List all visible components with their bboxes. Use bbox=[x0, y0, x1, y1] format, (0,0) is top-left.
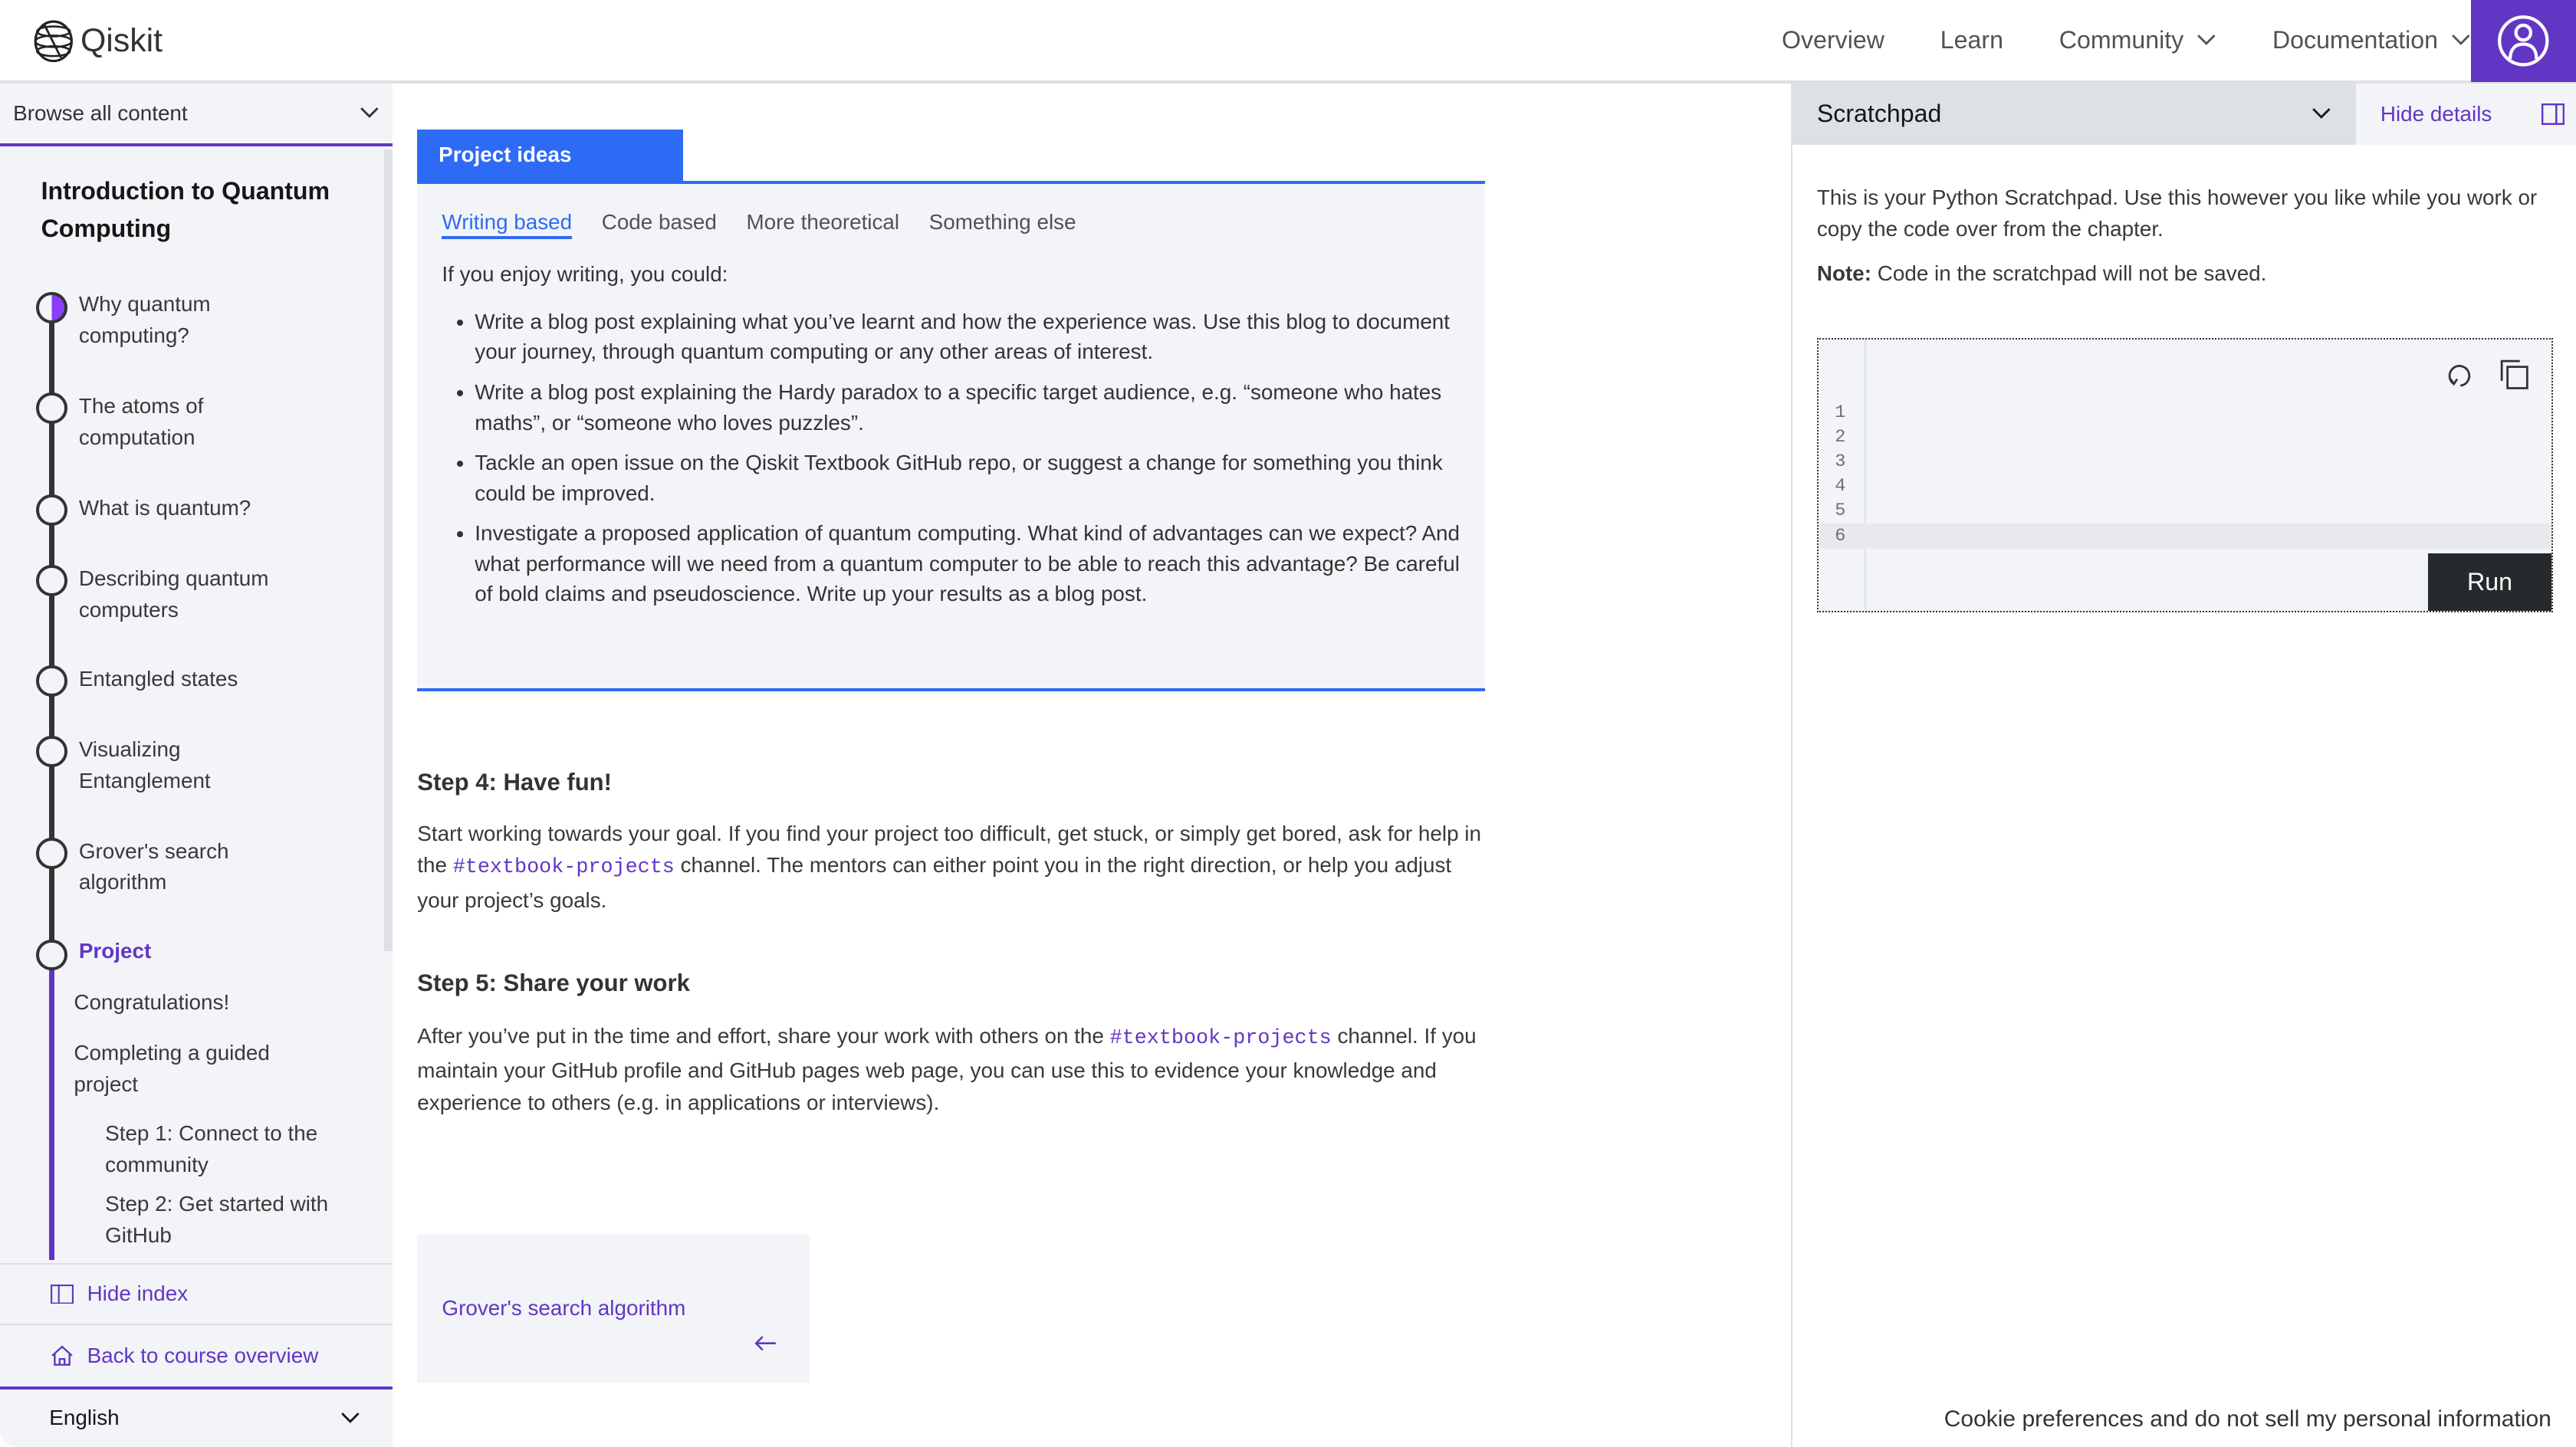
nav-label: Community bbox=[2058, 26, 2184, 54]
note-text: Code in the scratchpad will not be saved. bbox=[1871, 261, 2267, 285]
chapter-link[interactable]: Entangled states bbox=[78, 666, 238, 691]
idea-item: • Investigate a proposed application of quantum computing. What kind of advantages can we expect? And what performance will we need from a quantum computer to be able to reach this advantage? Be careful of bold claims and pseudoscience. Write up your results as a blog post. bbox=[475, 518, 1460, 609]
qiskit-globe-icon bbox=[33, 20, 74, 63]
chapter-link[interactable]: Why quantum computing? bbox=[78, 292, 211, 347]
chapter-link[interactable]: Describing quantum computers bbox=[78, 566, 269, 622]
section-link[interactable]: Congratulations! bbox=[74, 989, 230, 1014]
progress-empty-icon bbox=[36, 494, 67, 526]
subsection-link[interactable]: Step 1: Connect to the community bbox=[105, 1121, 318, 1176]
nav-label: Overview bbox=[1782, 26, 1884, 54]
nav-learn[interactable] bbox=[1940, 26, 2003, 54]
progress-empty-icon bbox=[36, 565, 67, 596]
line-number: 6 bbox=[1835, 525, 1846, 546]
sidebar-panel-icon bbox=[51, 1285, 74, 1304]
chapter-link-active[interactable]: Project bbox=[78, 939, 152, 963]
back-to-course-link[interactable] bbox=[0, 1324, 393, 1386]
line-number: 5 bbox=[1835, 500, 1846, 522]
reset-icon[interactable] bbox=[2446, 361, 2476, 391]
nav-documentation[interactable] bbox=[2272, 26, 2471, 54]
previous-page-link[interactable]: Grover's search algorithm bbox=[442, 1295, 686, 1320]
project-ideas-tab: Project ideas bbox=[417, 130, 683, 180]
hide-index-button[interactable] bbox=[0, 1263, 393, 1324]
progress-empty-icon bbox=[36, 665, 67, 697]
browse-label: Browse all content bbox=[13, 100, 188, 125]
chevron-down-icon bbox=[360, 107, 380, 120]
text: channel. If you maintain your GitHub profile and GitHub pages web page, you can use this to evidence your knowledge and experience to others (e.g. in applications or interviews). bbox=[417, 1023, 1477, 1115]
channel-link[interactable]: #textbook-projects bbox=[452, 856, 675, 880]
nav-label: Learn bbox=[1940, 26, 2003, 54]
step4-heading: Step 4: Have fun! bbox=[417, 768, 612, 796]
side-panel-icon bbox=[2542, 103, 2564, 125]
code-editor[interactable] bbox=[1817, 338, 2553, 612]
brand-name: Qiskit bbox=[80, 22, 163, 60]
course-sidebar bbox=[0, 84, 393, 1447]
step5-heading: Step 5: Share your work bbox=[417, 969, 690, 996]
main-content bbox=[417, 130, 1485, 1119]
text: After you’ve put in the time and effort, share your work with others on the bbox=[417, 1023, 1110, 1048]
scratchpad-dropdown[interactable] bbox=[1792, 84, 2356, 144]
progress-empty-icon bbox=[36, 838, 67, 869]
chevron-down-icon bbox=[2451, 34, 2471, 47]
qiskit-logo[interactable] bbox=[33, 20, 163, 63]
sidebar-scrollbar[interactable] bbox=[384, 149, 393, 951]
idea-item: • Write a blog post explaining the Hardy paradox to a specific target audience, e.g. “someone who hates maths”, or “someone who loves puzzles”. bbox=[475, 377, 1460, 438]
text: channel. The mentors can either point you in the right direction, or help you adjust your project’s goals. bbox=[417, 853, 1452, 913]
project-ideas-panel bbox=[417, 181, 1485, 691]
language-select[interactable] bbox=[0, 1386, 393, 1447]
previous-page-card[interactable] bbox=[417, 1235, 810, 1383]
line-number: 3 bbox=[1835, 451, 1846, 473]
top-header bbox=[0, 0, 2576, 84]
hide-details-button[interactable] bbox=[2356, 84, 2576, 144]
idea-item: • Write a blog post explaining what you’ve learnt and how the experience was. Use this blog to document your journey, through quantum computing or any other areas of interest. bbox=[475, 307, 1460, 367]
intro-text: If you enjoy writing, you could: bbox=[442, 262, 728, 287]
chapter-link[interactable]: The atoms of computation bbox=[78, 393, 204, 449]
tab-writing-based[interactable]: Writing based bbox=[442, 210, 572, 239]
progress-empty-icon bbox=[36, 940, 67, 971]
chapter-link[interactable]: Visualizing Entanglement bbox=[78, 737, 211, 792]
scratchpad-description: This is your Python Scratchpad. Use this however you like while you work or copy the code over from the chapter. bbox=[1816, 185, 2538, 241]
chapter-link[interactable]: What is quantum? bbox=[78, 495, 251, 520]
nav-community[interactable] bbox=[2059, 26, 2216, 54]
course-title: Introduction to Quantum Computing bbox=[41, 176, 330, 243]
browse-content-dropdown[interactable] bbox=[0, 84, 393, 146]
user-account-button[interactable] bbox=[2471, 0, 2576, 82]
timeline-active-line bbox=[49, 967, 54, 1259]
step4-paragraph bbox=[417, 818, 1485, 917]
text: Start working towards your goal. If you find your project too difficult, get stuck, or simply get bored, ask for help in the bbox=[417, 821, 1481, 878]
progress-empty-icon bbox=[36, 392, 67, 424]
chapter-link[interactable]: Grover's search algorithm bbox=[78, 838, 229, 894]
tab-code-based[interactable]: Code based bbox=[601, 209, 717, 234]
copy-icon[interactable] bbox=[2500, 359, 2530, 389]
hide-index-label: Hide index bbox=[87, 1281, 189, 1306]
line-number: 4 bbox=[1835, 476, 1846, 497]
chevron-down-icon bbox=[340, 1412, 360, 1425]
scratchpad-panel bbox=[1791, 84, 2576, 1447]
channel-link[interactable]: #textbook-projects bbox=[1109, 1026, 1332, 1050]
step5-paragraph bbox=[417, 1020, 1485, 1119]
progress-empty-icon bbox=[36, 736, 67, 767]
subsection-link[interactable]: Step 2: Get started with GitHub bbox=[105, 1192, 329, 1248]
tab-something-else[interactable]: Something else bbox=[928, 209, 1076, 234]
section-link[interactable]: Completing a guided project bbox=[74, 1041, 270, 1096]
cookie-preferences-link[interactable]: Cookie preferences and do not sell my personal information bbox=[1944, 1406, 2551, 1432]
line-number: 2 bbox=[1835, 426, 1846, 448]
chevron-down-icon bbox=[2196, 34, 2216, 47]
progress-half-icon bbox=[36, 292, 67, 323]
note-label: Note: bbox=[1816, 261, 1871, 285]
active-line-highlight bbox=[1819, 523, 2551, 548]
nav-overview[interactable] bbox=[1782, 26, 1884, 54]
idea-item: • Tackle an open issue on the Qiskit Textbook GitHub repo, or suggest a change for something you think could be improved. bbox=[475, 448, 1460, 508]
scratchpad-title: Scratchpad bbox=[1816, 100, 1942, 128]
line-number: 1 bbox=[1835, 402, 1846, 423]
user-avatar-icon bbox=[2497, 15, 2550, 67]
hide-details-label: Hide details bbox=[2380, 101, 2492, 126]
chevron-down-icon bbox=[2312, 107, 2331, 120]
language-label: English bbox=[49, 1406, 120, 1430]
arrow-left-icon bbox=[754, 1335, 777, 1351]
run-button[interactable]: Run bbox=[2428, 553, 2551, 611]
scratchpad-note bbox=[1817, 261, 2267, 286]
nav-label: Documentation bbox=[2272, 26, 2439, 54]
back-label: Back to course overview bbox=[87, 1343, 319, 1367]
home-icon bbox=[51, 1345, 74, 1367]
tab-more-theoretical[interactable]: More theoretical bbox=[746, 209, 900, 234]
